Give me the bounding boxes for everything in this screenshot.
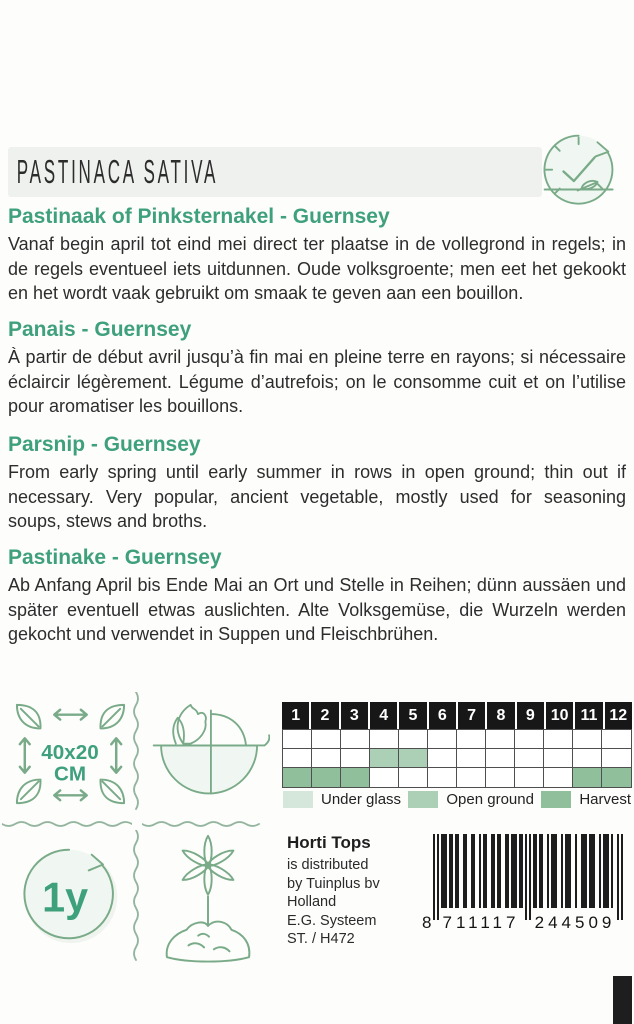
calendar-cell-under-glass-m10 [544, 730, 573, 749]
calendar-cell-under-glass-m11 [573, 730, 602, 749]
section-body-fr: À partir de début avril jusqu’à fin mai en pleine terre en rayons; si nécessaire éclaircir légèrement. Légume d’autrefois; on le consomme cuit et on l’utilise pour aromatiser les bouillons. [8, 347, 626, 416]
legend-item [541, 791, 631, 808]
calendar-cell-under-glass-m6 [428, 730, 457, 749]
calendar-cell-open-ground-m1 [283, 749, 312, 768]
calendar-cell-open-ground-m2 [312, 749, 341, 768]
calendar-grid [282, 729, 632, 788]
month-cell: 5 [399, 702, 426, 729]
calendar-legend [283, 791, 631, 808]
section-body-nl: Vanaf begin april tot eind mei direct ter plaatse in de vollegrond in regels; in de regels eventueel iets uitdunnen. Oude volksgroente; men eet het gekookt en het wordt vaak gebruikt om smaak te geven aan een bouillon. [8, 234, 626, 303]
section-body-en: From early spring until early summer in rows in open ground; thin out if necessary. Very popular, ancient vegetable, mostly used for seasoning soups, stews and broths. [8, 462, 626, 531]
section-heading-en: Parsnip - Guernsey [8, 433, 201, 456]
corner-print-mark [613, 976, 632, 1024]
section-dutch [8, 204, 626, 306]
calendar-cell-harvest-m3 [341, 768, 370, 787]
sowing-calendar [282, 702, 632, 788]
section-french [8, 317, 626, 419]
calendar-cell-under-glass-m2 [312, 730, 341, 749]
calendar-cell-under-glass-m7 [457, 730, 486, 749]
calendar-cell-open-ground-m3 [341, 749, 370, 768]
calendar-cell-harvest-m5 [399, 768, 428, 787]
calendar-cell-open-ground-m6 [428, 749, 457, 768]
distributor-line: Holland [287, 894, 337, 910]
calendar-cell-open-ground-m5 [399, 749, 428, 768]
plant-spacing-icon [8, 695, 133, 818]
barcode-digits-right: 244509 [534, 913, 616, 932]
distributor-line: by Tuinplus bv [287, 875, 380, 892]
section-heading-fr: Panais - Guernsey [8, 318, 192, 341]
distributor-block [287, 833, 422, 949]
calendar-cell-under-glass-m12 [602, 730, 631, 749]
calendar-cell-harvest-m12 [602, 768, 631, 787]
brand-name: Horti Tops [287, 833, 371, 852]
flower-soil-icon [158, 832, 258, 969]
calendar-cell-open-ground-m4 [370, 749, 399, 768]
calendar-cell-harvest-m8 [486, 768, 515, 787]
viability-value: 1y [42, 874, 89, 921]
calendar-cell-harvest-m4 [370, 768, 399, 787]
calendar-cell-open-ground-m12 [602, 749, 631, 768]
calendar-cell-harvest-m1 [283, 768, 312, 787]
legend-label: Harvest [579, 791, 631, 808]
barcode-bars [433, 834, 623, 920]
calendar-cell-harvest-m10 [544, 768, 573, 787]
section-heading-nl: Pastinaak of Pinksternakel - Guernsey [8, 205, 390, 228]
legend-label: Under glass [321, 791, 402, 808]
clock-leaf-icon [538, 130, 623, 215]
distributor-lines [287, 856, 422, 949]
month-cell: 10 [546, 702, 573, 729]
calendar-cell-under-glass-m9 [515, 730, 544, 749]
title-banner [8, 147, 542, 197]
distributor-line: ST. / H472 [287, 931, 355, 947]
calendar-cell-under-glass-m8 [486, 730, 515, 749]
month-cell: 2 [311, 702, 338, 729]
legend-swatch [541, 791, 571, 808]
section-english [8, 432, 626, 534]
legend-item [408, 791, 534, 808]
month-cell: 9 [517, 702, 544, 729]
seed-viability-icon [14, 836, 132, 959]
divider-wavy-horizontal-1 [2, 816, 132, 834]
calendar-cell-open-ground-m7 [457, 749, 486, 768]
distributor-line: is distributed [287, 857, 369, 873]
calendar-cell-open-ground-m9 [515, 749, 544, 768]
spacing-unit: CM [53, 762, 87, 786]
legend-swatch [283, 791, 313, 808]
calendar-month-header [282, 702, 632, 729]
section-german [8, 545, 626, 647]
divider-wavy-vertical-1 [131, 692, 141, 821]
month-cell: 11 [575, 702, 602, 729]
calendar-cell-harvest-m11 [573, 768, 602, 787]
calendar-cell-open-ground-m8 [486, 749, 515, 768]
calendar-cell-under-glass-m1 [283, 730, 312, 749]
barcode-digit-first: 8 [422, 913, 436, 932]
calendar-cell-harvest-m9 [515, 768, 544, 787]
barcode-digits-left: 711117 [442, 913, 520, 932]
species-title: PASTINACA SATIVA [16, 152, 219, 191]
spacing-value: 40x20 [41, 740, 99, 764]
month-cell: 6 [429, 702, 456, 729]
calendar-cell-harvest-m7 [457, 768, 486, 787]
legend-item [283, 791, 401, 808]
distributor-line: E.G. Systeem [287, 912, 377, 929]
section-body-de: Ab Anfang April bis Ende Mai an Ort und Stelle in Reihen; dünn aussäen und später eventuell etwas auslichten. Alte Volksgemüse, die Wurzeln werden gekocht und verwendet in Suppen und Fleischbrühen. [8, 575, 626, 644]
calendar-cell-under-glass-m3 [341, 730, 370, 749]
month-cell: 8 [487, 702, 514, 729]
month-cell: 4 [370, 702, 397, 729]
calendar-cell-open-ground-m10 [544, 749, 573, 768]
month-cell: 1 [282, 702, 309, 729]
legend-label: Open ground [446, 791, 534, 808]
calendar-cell-harvest-m2 [312, 768, 341, 787]
calendar-cell-harvest-m6 [428, 768, 457, 787]
calendar-cell-under-glass-m4 [370, 730, 399, 749]
month-cell: 7 [458, 702, 485, 729]
ean13-barcode [420, 834, 627, 934]
salad-bowl-icon [150, 695, 270, 812]
calendar-cell-open-ground-m11 [573, 749, 602, 768]
month-cell: 12 [605, 702, 632, 729]
divider-wavy-vertical-2 [131, 830, 141, 973]
section-heading-de: Pastinake - Guernsey [8, 546, 222, 569]
month-cell: 3 [341, 702, 368, 729]
legend-swatch [408, 791, 438, 808]
calendar-cell-under-glass-m5 [399, 730, 428, 749]
